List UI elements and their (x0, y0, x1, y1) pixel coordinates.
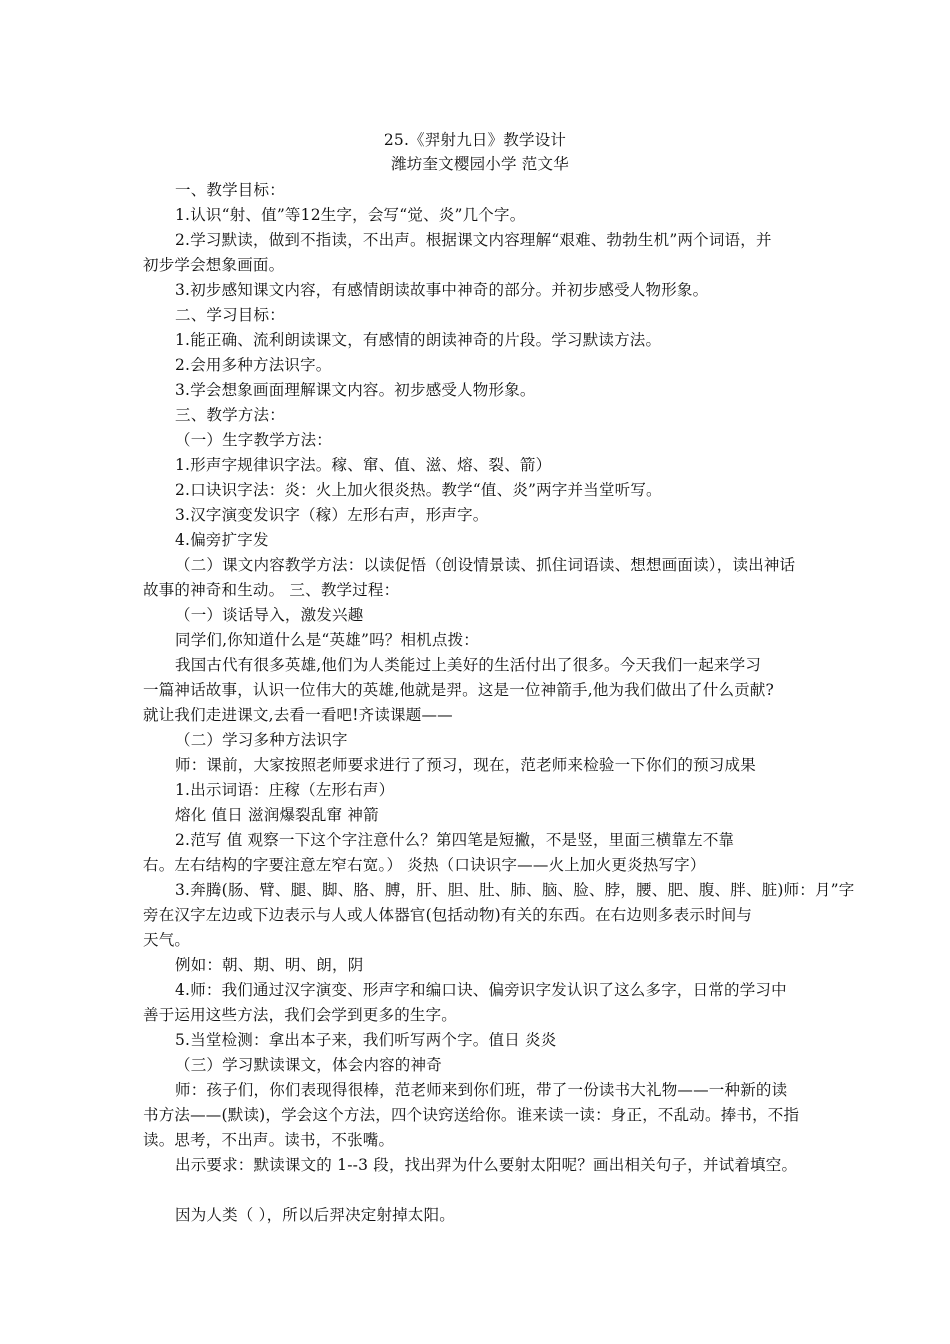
paragraph-line: 2.范写 值 观察一下这个字注意什么？第四笔是短撇，不是竖，里面三横靠左不靠 (175, 831, 735, 849)
paragraph-line: 同学们,你知道什么是“英雄”吗？相机点拨： (175, 631, 479, 649)
paragraph-line: 天气。 (143, 931, 191, 949)
paragraph-line: 出示要求：默读课文的 1--3 段，找出羿为什么要射太阳呢？画出相关句子，并试着填空。 (175, 1156, 798, 1174)
paragraph-line: 3.初步感知课文内容，有感情朗读故事中神奇的部分。并初步感受人物形象。 (175, 281, 709, 299)
paragraph-line: 例如：朝、期、明、朗，阴 (175, 956, 364, 974)
section-heading: 一、教学目标： (175, 181, 285, 199)
paragraph-line: 2.口诀识字法：炎：火上加火很炎热。教学“值、炎”两字并当堂听写。 (175, 481, 662, 499)
subsection-heading: （三）学习默读课文，体会内容的神奇 (175, 1056, 442, 1074)
paragraph-line: 旁在汉字左边或下边表示与人或人体器官(包括动物)有关的东西。在右边则多表示时间与 (143, 906, 753, 924)
paragraph-line: 3.奔腾(肠、臂、腿、脚、胳、膊，肝、胆、肚、肺、脑、脸、脖，腰、肥、腹、胖、脏)师：月”字 (175, 881, 855, 899)
paragraph-line: 4.师：我们通过汉字演变、形声字和编口诀、偏旁识字发认识了这么多字，日常的学习中 (175, 981, 787, 999)
section-heading: 二、学习目标： (175, 306, 285, 324)
paragraph-line: 读。思考，不出声。读书，不张嘴。 (143, 1131, 395, 1149)
subsection-heading: （一）谈话导入，激发兴趣 (175, 606, 364, 624)
paragraph-line: 熔化 值日 滋润爆裂乱窜 神箭 (175, 806, 379, 824)
subsection-heading: （一）生字教学方法： (175, 431, 333, 449)
paragraph-line: 一篇神话故事，认识一位伟大的英雄,他就是羿。这是一位神箭手,他为我们做出了什么贡献? (143, 681, 775, 699)
paragraph-line: 书方法——(默读)，学会这个方法，四个诀窍送给你。谁来读一读：身正，不乱动。捧书，不指 (143, 1106, 800, 1124)
paragraph-line: 3.汉字演变发识字（稼）左形右声，形声字。 (175, 506, 489, 524)
paragraph-line: 右。左右结构的字要注意左窄右宽。） 炎热（口诀识字——火上加火更炎热写字） (143, 856, 706, 874)
paragraph-line: 1.能正确、流利朗读课文，有感情的朗读神奇的片段。学习默读方法。 (175, 331, 662, 349)
fill-in-blank-line: 因为人类（ ），所以后羿决定射掉太阳。 (175, 1206, 455, 1224)
paragraph-line: 2.学习默读，做到不指读，不出声。根据课文内容理解“艰难、勃勃生机”两个词语，并 (175, 231, 772, 249)
author-line: 潍坊奎文樱园小学 范文华 (391, 155, 569, 173)
document-title: 25.《羿射九日》教学设计 (383, 131, 567, 149)
section-heading: 三、教学方法： (175, 406, 285, 424)
paragraph-line: 就让我们走进课文,去看一看吧!齐读课题—— (143, 706, 453, 724)
subsection-heading: （二）学习多种方法识字 (175, 731, 348, 749)
paragraph-line: 善于运用这些方法，我们会学到更多的生字。 (143, 1006, 458, 1024)
paragraph-line: 初步学会想象画面。 (143, 256, 285, 274)
paragraph-line: 1.形声字规律识字法。稼、窜、值、滋、熔、裂、箭） (175, 456, 552, 474)
paragraph-line: 师：课前，大家按照老师要求进行了预习，现在，范老师来检验一下你们的预习成果 (175, 756, 756, 774)
paragraph-line: 5.当堂检测：拿出本子来，我们听写两个字。值日 炎炎 (175, 1031, 557, 1049)
paragraph-line: 2.会用多种方法识字。 (175, 356, 332, 374)
paragraph-line: （二）课文内容教学方法：以读促悟（创设情景读、抓住词语读、想想画面读），读出神话 (175, 556, 796, 574)
paragraph-line: 4.偏旁扩字发 (175, 531, 269, 549)
paragraph-line: 故事的神奇和生动。 三、教学过程： (143, 581, 400, 599)
paragraph-line: 1.认识“射、值”等12生字，会写“觉、炎”几个字。 (175, 206, 526, 224)
paragraph-line: 1.出示词语：庄稼（左形右声） (175, 781, 395, 799)
paragraph-line: 3.学会想象画面理解课文内容。初步感受人物形象。 (175, 381, 536, 399)
paragraph-line: 我国古代有很多英雄,他们为人类能过上美好的生活付出了很多。今天我们一起来学习 (175, 656, 762, 674)
paragraph-line: 师：孩子们，你们表现得很棒，范老师来到你们班，带了一份读书大礼物——一种新的读 (175, 1081, 788, 1099)
